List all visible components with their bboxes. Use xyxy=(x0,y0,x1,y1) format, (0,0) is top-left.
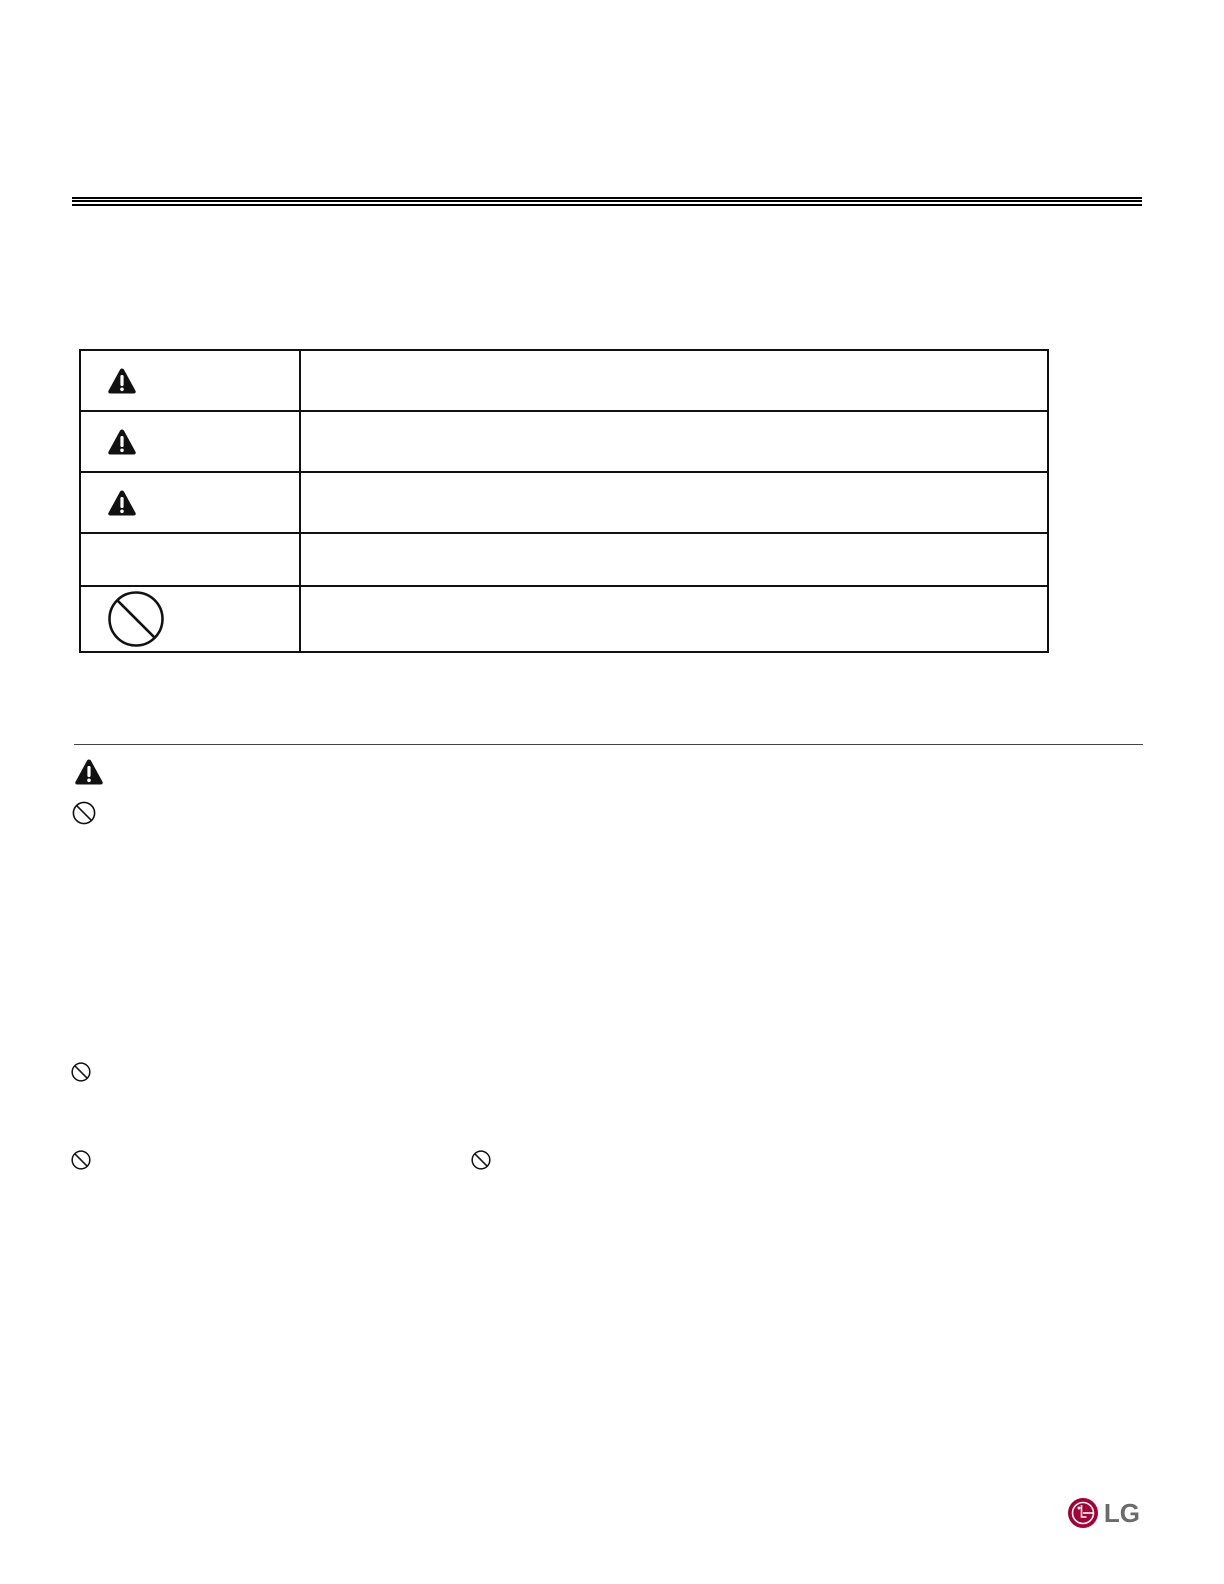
lg-logo xyxy=(1067,1497,1140,1529)
warning-triangle-icon xyxy=(107,489,137,517)
header-rule xyxy=(72,197,1142,207)
row-description xyxy=(301,372,313,388)
table-row xyxy=(80,472,1048,533)
table-row xyxy=(80,350,1048,411)
table-row xyxy=(80,533,1048,586)
prohibition-icon xyxy=(71,1062,91,1082)
prohibition-icon xyxy=(107,590,165,648)
row-description xyxy=(301,610,313,626)
table-row xyxy=(80,411,1048,472)
warning-triangle-icon xyxy=(74,758,104,786)
row-description xyxy=(301,551,313,567)
table-row xyxy=(80,586,1048,652)
warning-triangle-icon xyxy=(107,367,137,395)
warning-triangle-icon xyxy=(107,428,137,456)
lg-face-icon xyxy=(1067,1497,1099,1529)
prohibition-icon xyxy=(72,801,96,825)
row-description xyxy=(301,433,313,449)
section-rule xyxy=(74,744,1143,745)
prohibition-icon xyxy=(71,1150,91,1170)
symbol-legend-table xyxy=(79,349,1049,653)
row-description xyxy=(301,494,313,510)
logo-wordmark: LG xyxy=(1103,1497,1140,1528)
prohibition-icon xyxy=(471,1150,491,1170)
